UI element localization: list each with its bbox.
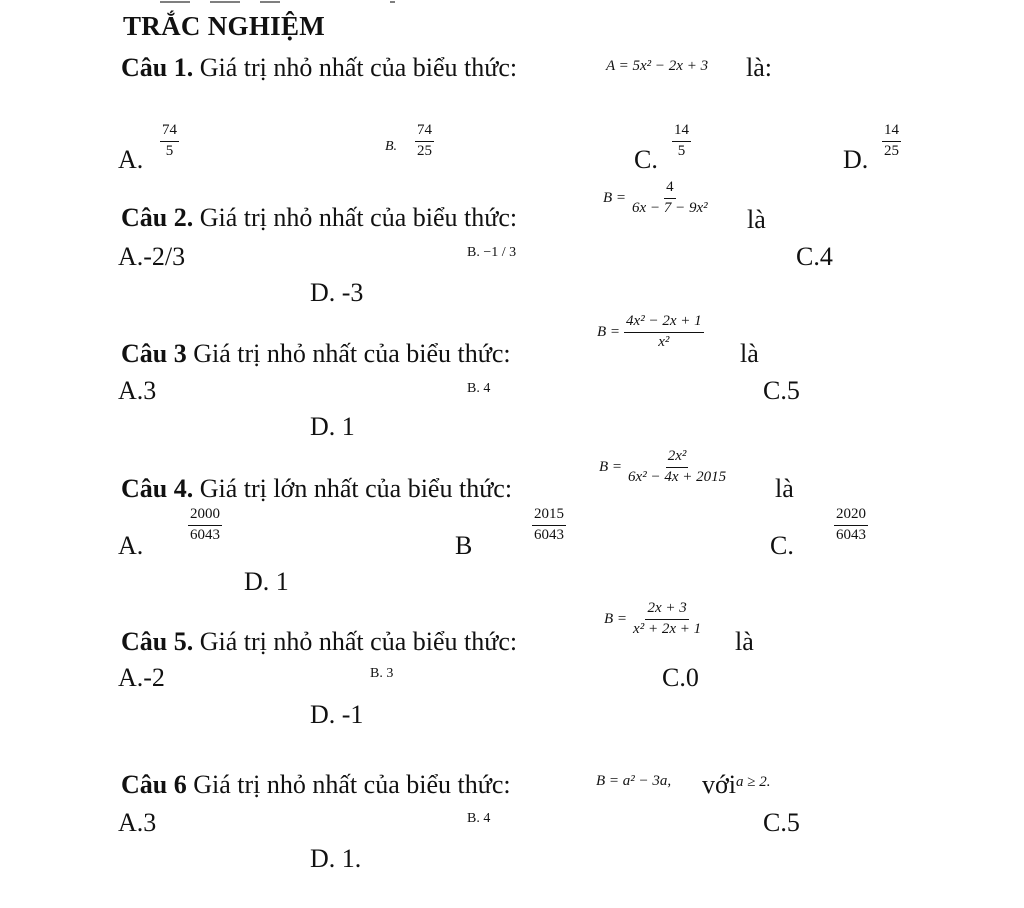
q3-option-d: D. 1: [310, 412, 355, 441]
q1-option-d-letter: D.: [843, 145, 869, 174]
question-3-text: Giá trị nhỏ nhất của biểu thức:: [193, 339, 511, 368]
question-4-formula: B = $\frac{\text{2x²}}{\text{6x² − 4x + 2015}}$: [599, 448, 727, 485]
question-4-suffix: là: [775, 474, 794, 503]
q6-option-b: B. 4: [467, 811, 491, 826]
question-1-text: Giá trị nhỏ nhất của biểu thức:: [199, 53, 518, 82]
question-1-formula: A = 5x² − 2x + 3: [606, 58, 709, 74]
q3-option-c: C.5: [763, 376, 800, 405]
page-title: TRẮC NGHIỆM: [123, 11, 326, 41]
question-2-suffix: là: [747, 205, 766, 234]
q5-option-b: B. 3: [370, 666, 394, 681]
question-4: [121, 476, 512, 502]
question-6: [121, 772, 511, 798]
question-6-with: với: [702, 770, 736, 799]
question-5-suffix: là: [735, 627, 754, 656]
q1-option-a-letter: A.: [118, 145, 144, 174]
q6-option-c: C.5: [763, 808, 800, 837]
q4-option-d: D. 1: [244, 567, 289, 596]
question-5-text: Giá trị nhỏ nhất của biểu thức:: [199, 627, 518, 656]
q4-option-a-fraction: $\frac{2000}{6043}$: [190, 506, 220, 543]
q4-option-a-letter: A.: [118, 531, 144, 560]
question-5-label: Câu 5.: [121, 627, 194, 656]
q2-option-d: D. -3: [310, 278, 364, 307]
q1-option-c-fraction: $\frac{14}{5}$: [674, 122, 689, 159]
question-6-formula: B = a² − 3a,: [596, 773, 672, 789]
q5-option-d: D. -1: [310, 700, 364, 729]
question-3: [121, 341, 511, 367]
question-4-label: Câu 4.: [121, 474, 194, 503]
q4-option-c-fraction: $\frac{2020}{6043}$: [836, 506, 866, 543]
question-5-formula: B = $\frac{2x + 3}{\text{x² + 2x + 1}}$: [604, 600, 702, 637]
q4-option-b-letter: B: [455, 531, 473, 560]
q2-option-b: B. −1 / 3: [467, 245, 517, 260]
question-4-text: Giá trị lớn nhất của biểu thức:: [199, 474, 513, 503]
q2-option-a: A.-2/3: [118, 242, 186, 271]
question-3-suffix: là: [740, 339, 759, 368]
q5-option-a: A.-2: [118, 663, 165, 692]
q1-option-b-fraction: $\frac{74}{25}$: [417, 122, 432, 159]
q3-option-b: B. 4: [467, 381, 491, 396]
question-6-label: Câu 6: [121, 770, 187, 799]
question-6-condition: a ≥ 2.: [736, 774, 771, 790]
question-1-label: Câu 1.: [121, 53, 194, 82]
question-2-label: Câu 2.: [121, 203, 194, 232]
q3-option-a: A.3: [118, 376, 157, 405]
question-2: [121, 205, 517, 231]
question-1-suffix: là:: [746, 53, 772, 82]
q1-option-d-fraction: $\frac{14}{25}$: [884, 122, 899, 159]
q6-option-d: D. 1.: [310, 844, 362, 873]
q6-option-a: A.3: [118, 808, 157, 837]
q1-option-c-letter: C.: [634, 145, 658, 174]
question-5: [121, 629, 517, 655]
q1-option-a-fraction: $\frac{74}{5}$: [162, 122, 177, 159]
question-1: [121, 55, 517, 81]
q4-option-b-fraction: $\frac{2015}{6043}$: [534, 506, 564, 543]
q2-option-c: C.4: [796, 242, 833, 271]
question-2-formula: B = $\frac{4}{\text{6x − 7 − 9x²}}$: [603, 179, 708, 216]
question-3-label: Câu 3: [121, 339, 187, 368]
q1-option-b-letter: B.: [385, 139, 398, 154]
q4-option-c-letter: C.: [770, 531, 794, 560]
q5-option-c: C.0: [662, 663, 699, 692]
question-2-text: Giá trị nhỏ nhất của biểu thức:: [199, 203, 518, 232]
cropped-top-text: [150, 0, 400, 4]
question-3-formula: B = $\frac{\text{4x² − 2x + 1}}{\text{x²}}$: [597, 313, 702, 350]
question-6-text: Giá trị nhỏ nhất của biểu thức:: [193, 770, 511, 799]
